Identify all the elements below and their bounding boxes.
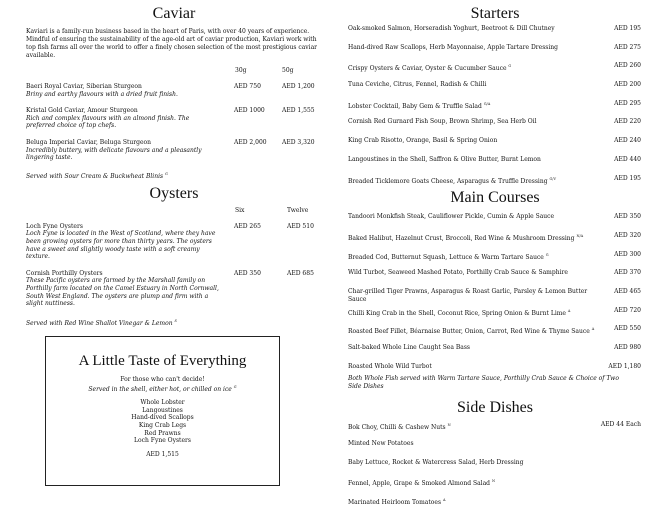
item-name: Kristal Gold Caviar, Amour Sturgeon <box>26 107 138 115</box>
item-name-text: Chilli King Crab in the Shell, Coconut Rice, Spring Onion & Burnt Lime <box>348 309 566 317</box>
item-price: AED 550 <box>614 325 641 333</box>
item-name: Loch Fyne Oysters <box>26 222 83 230</box>
allergen-marker: S <box>174 318 177 323</box>
taste-serving-note <box>46 384 279 394</box>
item-name-text: Roasted Beef Fillet, Béarnaise Butter, Onion, Carrot, Red Wine & Thyme Sauce <box>348 328 590 336</box>
taste-item: Red Prawns <box>144 429 181 437</box>
item-name-text: Breaded Ticklemore Goats Cheese, Asparagus & Truffle Dressing <box>348 177 548 185</box>
taste-item: Loch Fyne Oysters <box>134 437 191 445</box>
item-name-text: Hand-dived Raw Scallops, Herb Mayonnaise, Apple Tartare Dressing <box>348 43 558 51</box>
menu-item <box>347 307 643 326</box>
item-price-six: AED 350 <box>234 269 261 277</box>
item-name-text: Baked Halibut, Hazelnut Crust, Broccoli, Red Wine & Mushroom Dressing <box>348 234 575 242</box>
oysters-column-headers <box>26 207 322 217</box>
item-name-text: Tandoori Monkfish Steak, Cauliflower Pickle, Cumin & Apple Sauce <box>348 213 555 221</box>
item-price: AED 275 <box>614 43 641 51</box>
item-price: AED 720 <box>614 306 641 314</box>
menu-item <box>26 83 322 98</box>
menu-item <box>347 118 643 137</box>
item-name-text: Langoustines in the Shell, Saffron & Olive Butter, Burnt Lemon <box>348 155 541 163</box>
item-description: These Pacific oysters are farmed by the Marshall family on Porthilly farm located on the Camel Estuary in North Cornwall, South West England. The oysters are plump and firm with a slight nuttiness. <box>26 277 219 308</box>
menu-item <box>347 288 643 307</box>
menu-item <box>347 477 643 496</box>
item-name <box>348 44 603 52</box>
item-name-text: Roasted Whole Wild Turbot <box>348 362 432 370</box>
item-name: Beluga Imperial Caviar, Beluga Sturgeon <box>26 138 151 146</box>
item-price: AED 980 <box>614 344 641 351</box>
item-name <box>348 81 603 89</box>
item-name <box>348 307 603 318</box>
item-name-text: Oak-smoked Salmon, Horseradish Yoghurt, Beetroot & Dill Chutney <box>348 25 555 32</box>
taste-price: AED 1,515 <box>146 450 179 458</box>
item-name <box>348 496 603 507</box>
item-price: AED 320 <box>614 231 641 239</box>
item-price-30g: AED 2,000 <box>234 138 267 146</box>
item-name <box>348 175 603 186</box>
allergen-marker: G <box>545 252 549 257</box>
item-name-text: Minted New Potatoes <box>348 440 414 448</box>
mains-note: Both Whole Fish served with Warm Tartare Sauce, Porthilly Crab Sauce & Choice of Two Side Dishes <box>348 375 619 390</box>
allergen-marker: G <box>508 64 512 69</box>
item-name <box>348 251 603 262</box>
caviar-col-30g: 30g <box>235 67 247 74</box>
oysters-note <box>26 317 322 328</box>
item-name <box>348 288 603 304</box>
item-name-text: Breaded Cod, Butternut Squash, Lettuce & Warm Tartare Sauce <box>348 253 544 261</box>
menu-item <box>26 223 322 261</box>
item-name <box>348 137 603 145</box>
taste-item: King Crab Legs <box>138 421 187 429</box>
item-name <box>348 269 603 277</box>
menu-item <box>347 251 643 270</box>
item-price: AED 350 <box>614 213 641 221</box>
caviar-note <box>26 170 322 181</box>
sides-list <box>347 421 643 514</box>
item-price-30g: AED 1000 <box>234 107 265 115</box>
allergen-marker: G <box>233 384 237 389</box>
taste-item: Langoustines <box>142 406 183 414</box>
item-price: AED 440 <box>614 155 641 163</box>
menu-item <box>347 459 643 478</box>
menu-item <box>347 213 643 232</box>
item-price: AED 300 <box>614 250 641 258</box>
menu-item <box>26 270 322 308</box>
menu-item <box>347 25 643 44</box>
taste-tagline: For those who can't decide! <box>120 376 205 383</box>
item-name-text: Tuna Ceviche, Citrus, Fennel, Radish & Chilli <box>348 81 487 89</box>
allergen-marker: G <box>165 171 168 176</box>
menu-item <box>26 139 322 162</box>
menu-item <box>347 175 643 194</box>
item-price: AED 44 Each <box>600 421 641 429</box>
item-name <box>348 440 603 448</box>
allergen-marker: N <box>447 423 451 428</box>
item-price: AED 370 <box>614 269 641 277</box>
item-price: AED 260 <box>614 62 641 70</box>
item-name <box>348 477 603 488</box>
menu-item <box>347 156 643 175</box>
item-name-text: Marinated Heirloom Tomatoes <box>348 499 442 507</box>
menu-item <box>347 269 643 288</box>
item-price-50g: AED 3,320 <box>282 138 315 146</box>
caviar-note-text: Served with Sour Cream & Buckwheat Blinis <box>26 172 164 180</box>
item-name-text: Salt-baked Whole Line Caught Sea Bass <box>348 344 470 351</box>
allergen-marker: A <box>442 498 446 503</box>
menu-item <box>347 344 643 363</box>
left-column <box>26 0 322 328</box>
item-price: AED 195 <box>614 174 641 182</box>
taste-serving-text: Served in the shell, either hot, or chilled on ice <box>88 385 232 393</box>
menu-item <box>347 62 643 81</box>
item-name <box>348 232 603 243</box>
item-price: AED 200 <box>614 81 641 89</box>
allergen-marker: G/V <box>549 176 556 181</box>
item-description: Incredibly buttery, with delicate flavours and a pleasantly lingering taste. <box>26 146 202 162</box>
item-name <box>348 459 603 467</box>
item-name <box>348 325 603 336</box>
item-name <box>348 25 603 33</box>
right-column <box>347 0 643 515</box>
caviar-column-headers <box>26 67 322 77</box>
item-price-twelve: AED 510 <box>287 222 314 230</box>
taste-item: Whole Lobster <box>140 399 185 407</box>
item-price: AED 240 <box>614 137 641 145</box>
mains-list <box>347 213 643 381</box>
menu-item <box>347 81 643 100</box>
caviar-intro: Kaviari is a family-run business based in the heart of Paris, with over 40 years of experience. Mindful of ensuring the sustainability of the age-old art of caviar production, Kaviari work with top fish farms all over the world to offer a finely chosen selection of the most prestigious caviar available. <box>26 28 318 59</box>
item-name-text: Crispy Oysters & Caviar, Oyster & Cucumber Sauce <box>348 65 507 73</box>
item-price: AED 220 <box>614 118 641 126</box>
item-price-twelve: AED 685 <box>287 269 314 277</box>
caviar-heading: Caviar <box>152 5 196 22</box>
oysters-note-text: Served with Red Wine Shallot Vinegar & Lemon <box>26 319 173 327</box>
item-name-text: Fennel, Apple, Grape & Smoked Almond Salad <box>348 480 491 488</box>
allergen-marker: A <box>591 327 595 332</box>
menu-item <box>347 44 643 63</box>
item-description: Loch Fyne is located in the West of Scotland, where they have been growing oysters for more than thirty years. The oysters have a sweet and slightly woody taste with a soft creamy texture. <box>26 230 216 261</box>
starters-heading: Starters <box>470 5 520 22</box>
item-price: AED 465 <box>614 287 641 295</box>
item-name-text: Lobster Cocktail, Baby Gem & Truffle Salad <box>348 102 482 110</box>
item-description: Briny and earthy flavours with a dried fruit finish. <box>26 90 178 98</box>
menu-item <box>347 421 643 440</box>
item-price: AED 295 <box>614 99 641 107</box>
menu-item <box>347 137 643 156</box>
menu-item <box>347 100 643 119</box>
item-name-text: King Crab Risotto, Orange, Basil & Spring Onion <box>348 137 498 145</box>
oysters-heading: Oysters <box>149 184 199 202</box>
item-name <box>348 156 603 164</box>
menu-item <box>347 496 643 515</box>
starters-list <box>347 25 643 193</box>
menu-item <box>347 232 643 251</box>
allergen-marker: N/A <box>576 233 584 238</box>
allergen-marker: G/A <box>483 101 491 106</box>
item-price-50g: AED 1,555 <box>282 107 315 115</box>
item-name-text: Wild Turbot, Seaweed Mashed Potato, Porthilly Crab Sauce & Samphire <box>348 269 568 277</box>
item-name <box>348 213 603 221</box>
item-name-text: Char-grilled Tiger Prawns, Asparagus & Roast Garlic, Parsley & Lemon Butter Sauce <box>348 287 588 303</box>
item-price-50g: AED 1,200 <box>282 83 315 90</box>
item-name <box>348 421 603 432</box>
item-name: Baeri Royal Caviar, Siberian Sturgeon <box>26 83 142 90</box>
allergen-marker: A <box>567 308 571 313</box>
caviar-col-50g: 50g <box>282 67 294 74</box>
item-name <box>348 363 603 371</box>
taste-item: Hand-dived Scallops <box>131 414 194 422</box>
item-price-30g: AED 750 <box>234 83 261 90</box>
item-name: Cornish Porthilly Oysters <box>26 269 103 277</box>
item-price: AED 1,180 <box>608 362 641 370</box>
oysters-col-twelve: Twelve <box>287 206 309 214</box>
item-name <box>348 118 603 126</box>
mains-heading: Main Courses <box>450 189 540 207</box>
taste-heading: A Little Taste of Everything <box>78 353 247 369</box>
item-price: AED 195 <box>614 25 641 32</box>
item-name <box>348 62 603 73</box>
oysters-col-six: Six <box>235 206 245 214</box>
sides-heading: Side Dishes <box>457 399 533 417</box>
allergen-marker: N <box>491 479 496 484</box>
item-price-six: AED 265 <box>234 222 261 230</box>
item-name <box>348 100 603 111</box>
item-name-text: Baby Lettuce, Rocket & Watercress Salad, Herb Dressing <box>348 458 524 466</box>
item-description: Rich and complex flavours with an almond finish. The preferred choice of top chefs. <box>26 114 190 130</box>
item-name <box>348 344 603 352</box>
item-name-text: Bok Choy, Chilli & Cashew Nuts <box>348 424 446 432</box>
menu-item <box>347 440 643 459</box>
menu-item <box>347 363 643 382</box>
menu-item <box>347 325 643 344</box>
taste-of-everything-box <box>45 336 280 486</box>
item-name-text: Cornish Red Gurnard Fish Soup, Brown Shrimp, Sea Herb Oil <box>348 118 537 126</box>
menu-item <box>26 107 322 130</box>
